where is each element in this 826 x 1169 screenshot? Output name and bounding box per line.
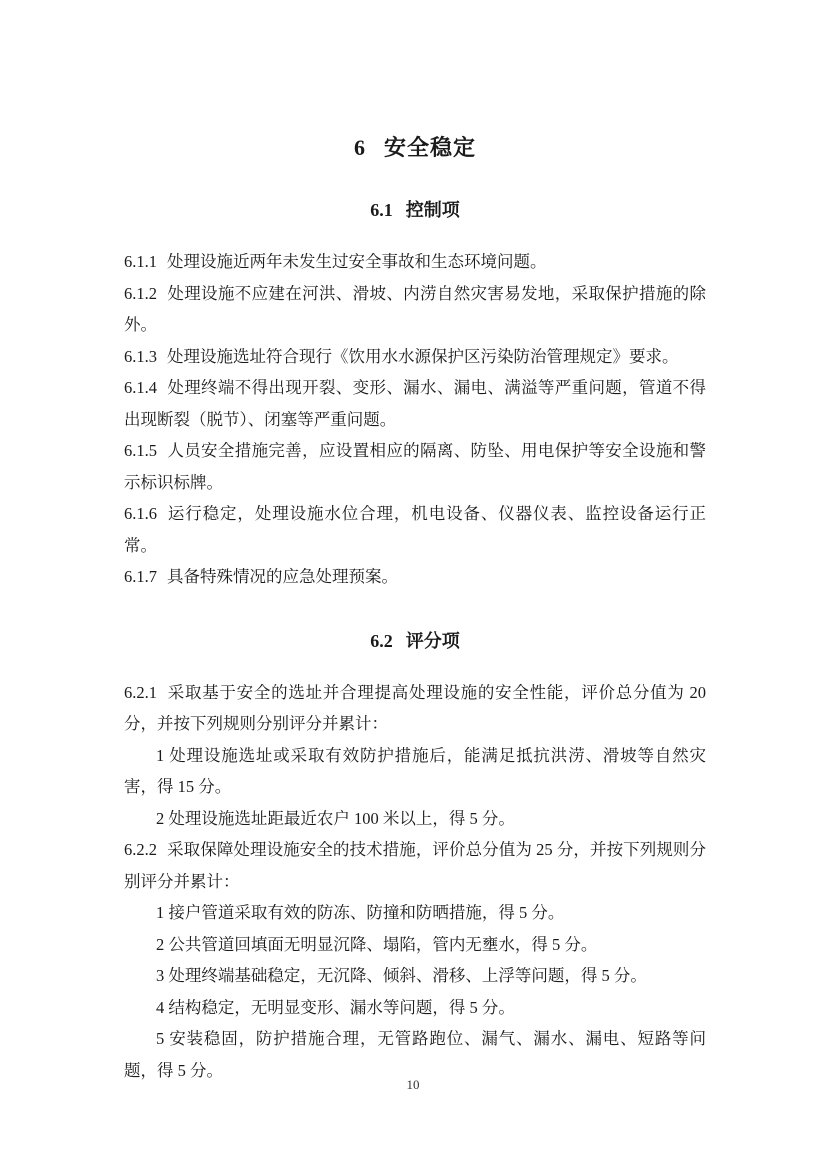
clause-number: 6.1.5 (124, 441, 157, 460)
clause-text: 处理终端不得出现开裂、变形、漏水、漏电、满溢等严重问题，管道不得出现断裂（脱节）、闭塞等严重问题。 (124, 378, 706, 429)
section-number: 6.1 (370, 200, 393, 220)
subitem-6-2-2-1: 1 接户管道采取有效的防冻、防撞和防晒措施，得 5 分。 (156, 903, 565, 922)
clause-number: 6.2.1 (124, 682, 157, 702)
clause-6-1-3 (124, 341, 706, 373)
clause-number: 6.1.1 (124, 252, 157, 271)
page-number: 10 (406, 1077, 420, 1092)
chapter-title-text: 安全稳定 (383, 135, 476, 160)
clause-text: 人员安全措施完善，应设置相应的隔离、防坠、用电保护等安全设施和警示标识标牌。 (124, 441, 706, 492)
subitem-6-2-2-2: 2 公共管道回填面无明显沉降、塌陷，管内无壅水，得 5 分。 (156, 934, 598, 954)
section-title-text: 控制项 (405, 200, 460, 220)
clause-number: 6.1.7 (124, 567, 157, 586)
subitem-6-2-2-4: 4 结构稳定，无明显变形、漏水等问题，得 5 分。 (156, 997, 515, 1017)
clause-text: 采取基于安全的选址并合理提高处理设施的安全性能，评价总分值为 20 分，并按下列规则分别评分并累计： (124, 682, 706, 733)
clause-6-1-5 (124, 435, 706, 498)
clause-text: 运行稳定，处理设施水位合理，机电设备、仪器仪表、监控设备运行正常。 (124, 504, 706, 555)
chapter-title (124, 132, 706, 164)
clause-6-1-2 (124, 278, 706, 341)
subitem-6-2-2-3: 3 处理终端基础稳定，无沉降、倾斜、滑移、上浮等问题，得 5 分。 (156, 966, 647, 985)
clause-text: 处理设施不应建在河洪、滑坡、内涝自然灾害易发地，采取保护措施的除外。 (124, 283, 706, 334)
clause-text: 处理设施选址符合现行《饮用水水源保护区污染防治管理规定》要求。 (167, 346, 679, 366)
section-number: 6.2 (370, 630, 393, 651)
clause-text: 具备特殊情况的应急处理预案。 (167, 567, 398, 586)
clause-number: 6.1.6 (124, 504, 157, 523)
clause-6-1-6 (124, 498, 706, 561)
clause-6-2-1 (124, 677, 706, 740)
clause-6-1-1 (124, 246, 706, 278)
section-heading-6-1 (124, 194, 706, 226)
clause-number: 6.1.3 (124, 346, 157, 366)
clause-number: 6.2.2 (124, 840, 157, 859)
clause-6-2-2 (124, 834, 706, 897)
clause-6-1-7 (124, 561, 706, 593)
clause-text: 采取保障处理设施安全的技术措施，评价总分值为 25 分，并按下列规则分别评分并累计： (124, 840, 706, 891)
clause-number: 6.1.4 (124, 378, 157, 397)
subitem-6-2-1-2: 2 处理设施选址距最近农户 100 米以上，得 5 分。 (156, 808, 515, 828)
subitem-6-2-1-1: 1 处理设施选址或采取有效防护措施后，能满足抵抗洪涝、滑坡等自然灾害，得 15 分。 (124, 745, 706, 796)
section-title-text: 评分项 (405, 630, 460, 651)
subitem-6-2-2-5: 5 安装稳固，防护措施合理，无管路跑位、漏气、漏水、漏电、短路等问题，得 5 分。 (124, 1029, 706, 1080)
section-heading-6-2 (124, 625, 706, 657)
chapter-number: 6 (353, 135, 366, 160)
clause-number: 6.1.2 (124, 283, 157, 303)
clause-6-1-4 (124, 372, 706, 435)
clause-text: 处理设施近两年未发生过安全事故和生态环境问题。 (167, 252, 547, 271)
